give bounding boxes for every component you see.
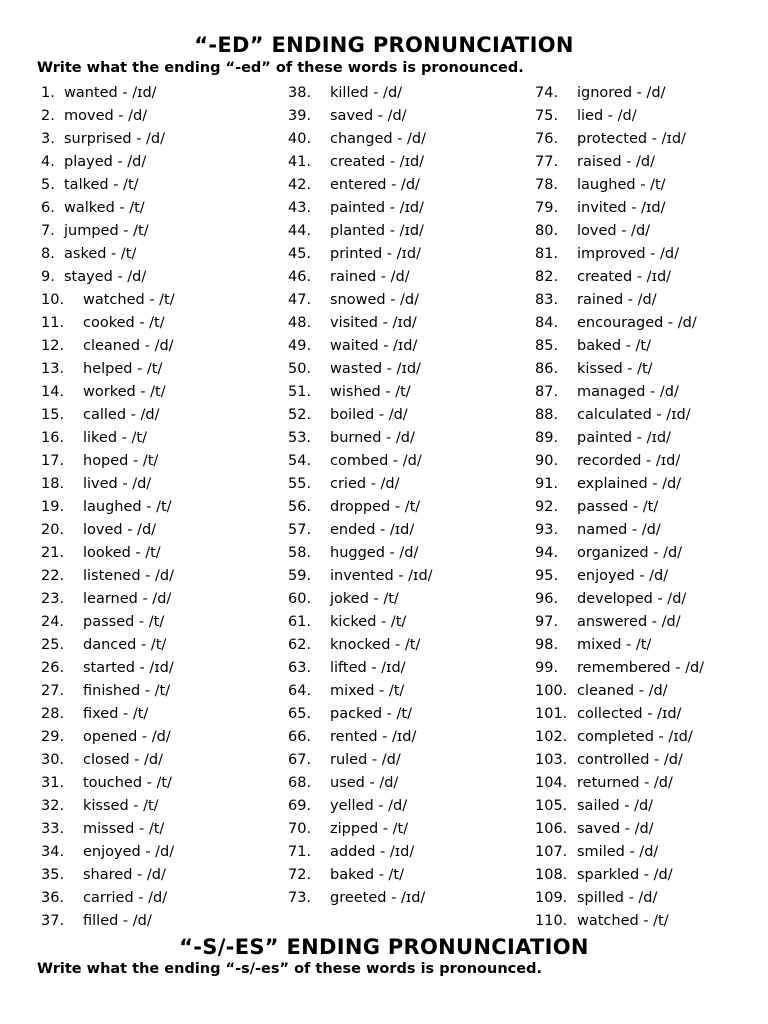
item-number: 75. [535, 108, 559, 124]
item-number: 76. [535, 131, 559, 147]
item-number: 45. [288, 246, 312, 262]
item-number: 56. [288, 499, 312, 515]
item-word-pronunciation: painted - /ɪd/ [577, 430, 671, 446]
item-word-pronunciation: visited - /ɪd/ [330, 315, 417, 331]
item-number: 32. [41, 798, 65, 814]
item-word-pronunciation: killed - /d/ [330, 85, 403, 101]
item-number: 78. [535, 177, 559, 193]
item-number: 63. [288, 660, 312, 676]
item-word-pronunciation: hoped - /t/ [83, 453, 159, 469]
item-word-pronunciation: started - /ɪd/ [83, 660, 174, 676]
item-number: 62. [288, 637, 312, 653]
item-word-pronunciation: baked - /t/ [577, 338, 652, 354]
item-word-pronunciation: wanted - /ɪd/ [64, 85, 157, 101]
item-word-pronunciation: laughed - /t/ [577, 177, 666, 193]
item-number: 68. [288, 775, 312, 791]
item-number: 51. [288, 384, 312, 400]
item-number: 41. [288, 154, 312, 170]
s-es-section-title: “-S/-ES” ENDING PRONUNCIATION [179, 935, 589, 959]
item-number: 69. [288, 798, 312, 814]
item-number: 87. [535, 384, 559, 400]
ed-section-title: “-ED” ENDING PRONUNCIATION [194, 33, 574, 57]
item-number: 82. [535, 269, 559, 285]
item-word-pronunciation: added - /ɪd/ [330, 844, 415, 860]
item-number: 44. [288, 223, 312, 239]
item-number: 17. [41, 453, 65, 469]
item-number: 4. [41, 154, 55, 170]
item-word-pronunciation: waited - /ɪd/ [330, 338, 418, 354]
item-number: 43. [288, 200, 312, 216]
item-number: 47. [288, 292, 312, 308]
item-word-pronunciation: watched - /t/ [577, 913, 669, 929]
item-number: 42. [288, 177, 312, 193]
item-word-pronunciation: encouraged - /d/ [577, 315, 697, 331]
item-number: 61. [288, 614, 312, 630]
item-number: 80. [535, 223, 559, 239]
item-word-pronunciation: invented - /ɪd/ [330, 568, 433, 584]
item-word-pronunciation: rained - /d/ [330, 269, 410, 285]
item-word-pronunciation: changed - /d/ [330, 131, 426, 147]
item-number: 67. [288, 752, 312, 768]
item-word-pronunciation: organized - /d/ [577, 545, 683, 561]
item-word-pronunciation: kicked - /t/ [330, 614, 407, 630]
item-number: 11. [41, 315, 65, 331]
item-word-pronunciation: laughed - /t/ [83, 499, 172, 515]
item-number: 24. [41, 614, 65, 630]
item-word-pronunciation: improved - /d/ [577, 246, 680, 262]
item-number: 106. [535, 821, 568, 837]
item-number: 99. [535, 660, 559, 676]
item-word-pronunciation: painted - /ɪd/ [330, 200, 424, 216]
item-word-pronunciation: watched - /t/ [83, 292, 175, 308]
item-word-pronunciation: enjoyed - /d/ [83, 844, 175, 860]
item-number: 72. [288, 867, 312, 883]
item-number: 71. [288, 844, 312, 860]
item-number: 2. [41, 108, 55, 124]
item-word-pronunciation: rained - /d/ [577, 292, 657, 308]
item-word-pronunciation: managed - /d/ [577, 384, 679, 400]
item-word-pronunciation: mixed - /t/ [577, 637, 652, 653]
item-word-pronunciation: lived - /d/ [83, 476, 152, 492]
item-number: 83. [535, 292, 559, 308]
item-number: 90. [535, 453, 559, 469]
item-word-pronunciation: yelled - /d/ [330, 798, 408, 814]
item-number: 95. [535, 568, 559, 584]
item-number: 91. [535, 476, 559, 492]
item-word-pronunciation: explained - /d/ [577, 476, 682, 492]
item-word-pronunciation: baked - /t/ [330, 867, 405, 883]
item-word-pronunciation: opened - /d/ [83, 729, 171, 745]
item-word-pronunciation: loved - /d/ [577, 223, 651, 239]
item-word-pronunciation: saved - /d/ [577, 821, 654, 837]
item-word-pronunciation: cried - /d/ [330, 476, 400, 492]
item-number: 19. [41, 499, 65, 515]
item-word-pronunciation: sparkled - /d/ [577, 867, 673, 883]
item-word-pronunciation: invited - /ɪd/ [577, 200, 666, 216]
item-word-pronunciation: joked - /t/ [330, 591, 399, 607]
item-number: 66. [288, 729, 312, 745]
item-number: 1. [41, 85, 55, 101]
s-es-section-instruction: Write what the ending “-s/-es” of these words is pronounced. [37, 961, 542, 977]
item-word-pronunciation: moved - /d/ [64, 108, 148, 124]
item-word-pronunciation: touched - /t/ [83, 775, 172, 791]
item-word-pronunciation: entered - /d/ [330, 177, 420, 193]
item-number: 36. [41, 890, 65, 906]
item-word-pronunciation: walked - /t/ [64, 200, 145, 216]
item-number: 34. [41, 844, 65, 860]
item-word-pronunciation: ignored - /d/ [577, 85, 666, 101]
item-number: 37. [41, 913, 65, 929]
item-number: 96. [535, 591, 559, 607]
item-word-pronunciation: burned - /d/ [330, 430, 415, 446]
item-number: 40. [288, 131, 312, 147]
item-word-pronunciation: mixed - /t/ [330, 683, 405, 699]
item-word-pronunciation: packed - /t/ [330, 706, 412, 722]
item-word-pronunciation: ended - /ɪd/ [330, 522, 415, 538]
item-number: 54. [288, 453, 312, 469]
item-number: 35. [41, 867, 65, 883]
ed-section-instruction: Write what the ending “-ed” of these words is pronounced. [37, 60, 524, 76]
item-word-pronunciation: helped - /t/ [83, 361, 163, 377]
item-number: 3. [41, 131, 55, 147]
item-word-pronunciation: lifted - /ɪd/ [330, 660, 406, 676]
item-number: 97. [535, 614, 559, 630]
item-word-pronunciation: wished - /t/ [330, 384, 411, 400]
item-word-pronunciation: kissed - /t/ [577, 361, 653, 377]
item-number: 50. [288, 361, 312, 377]
item-word-pronunciation: called - /d/ [83, 407, 160, 423]
item-number: 70. [288, 821, 312, 837]
item-number: 88. [535, 407, 559, 423]
item-number: 49. [288, 338, 312, 354]
item-word-pronunciation: talked - /t/ [64, 177, 139, 193]
item-word-pronunciation: answered - /d/ [577, 614, 681, 630]
item-word-pronunciation: wasted - /ɪd/ [330, 361, 421, 377]
item-word-pronunciation: saved - /d/ [330, 108, 407, 124]
item-word-pronunciation: controlled - /d/ [577, 752, 683, 768]
item-number: 81. [535, 246, 559, 262]
item-word-pronunciation: zipped - /t/ [330, 821, 409, 837]
item-word-pronunciation: created - /ɪd/ [577, 269, 672, 285]
item-number: 21. [41, 545, 65, 561]
item-word-pronunciation: dropped - /t/ [330, 499, 421, 515]
item-word-pronunciation: shared - /d/ [83, 867, 166, 883]
item-number: 18. [41, 476, 65, 492]
item-word-pronunciation: cooked - /t/ [83, 315, 165, 331]
item-word-pronunciation: hugged - /d/ [330, 545, 419, 561]
item-number: 55. [288, 476, 312, 492]
item-number: 94. [535, 545, 559, 561]
item-number: 33. [41, 821, 65, 837]
item-number: 110. [535, 913, 568, 929]
item-word-pronunciation: fixed - /t/ [83, 706, 149, 722]
item-number: 93. [535, 522, 559, 538]
item-word-pronunciation: recorded - /ɪd/ [577, 453, 681, 469]
item-number: 53. [288, 430, 312, 446]
item-number: 85. [535, 338, 559, 354]
item-word-pronunciation: collected - /ɪd/ [577, 706, 682, 722]
item-word-pronunciation: used - /d/ [330, 775, 399, 791]
item-number: 38. [288, 85, 312, 101]
item-word-pronunciation: snowed - /d/ [330, 292, 420, 308]
item-number: 108. [535, 867, 568, 883]
item-number: 100. [535, 683, 568, 699]
item-number: 101. [535, 706, 568, 722]
item-number: 31. [41, 775, 65, 791]
item-word-pronunciation: named - /d/ [577, 522, 661, 538]
item-number: 48. [288, 315, 312, 331]
item-number: 39. [288, 108, 312, 124]
item-word-pronunciation: jumped - /t/ [64, 223, 149, 239]
item-number: 30. [41, 752, 65, 768]
item-number: 7. [41, 223, 55, 239]
item-word-pronunciation: calculated - /ɪd/ [577, 407, 691, 423]
item-number: 20. [41, 522, 65, 538]
item-number: 64. [288, 683, 312, 699]
item-number: 28. [41, 706, 65, 722]
item-word-pronunciation: listened - /d/ [83, 568, 174, 584]
item-word-pronunciation: passed - /t/ [577, 499, 659, 515]
item-word-pronunciation: passed - /t/ [83, 614, 165, 630]
item-number: 86. [535, 361, 559, 377]
item-word-pronunciation: looked - /t/ [83, 545, 161, 561]
item-word-pronunciation: created - /ɪd/ [330, 154, 425, 170]
item-number: 77. [535, 154, 559, 170]
item-number: 105. [535, 798, 568, 814]
item-word-pronunciation: rented - /ɪd/ [330, 729, 417, 745]
item-word-pronunciation: smiled - /d/ [577, 844, 659, 860]
item-word-pronunciation: lied - /d/ [577, 108, 637, 124]
item-word-pronunciation: planted - /ɪd/ [330, 223, 424, 239]
item-number: 107. [535, 844, 568, 860]
item-word-pronunciation: missed - /t/ [83, 821, 165, 837]
item-word-pronunciation: filled - /d/ [83, 913, 152, 929]
item-number: 27. [41, 683, 65, 699]
item-word-pronunciation: spilled - /d/ [577, 890, 658, 906]
item-word-pronunciation: finished - /t/ [83, 683, 171, 699]
item-number: 15. [41, 407, 65, 423]
item-number: 26. [41, 660, 65, 676]
item-number: 103. [535, 752, 568, 768]
item-number: 46. [288, 269, 312, 285]
item-number: 73. [288, 890, 312, 906]
item-number: 92. [535, 499, 559, 515]
item-number: 59. [288, 568, 312, 584]
item-number: 25. [41, 637, 65, 653]
item-word-pronunciation: completed - /ɪd/ [577, 729, 693, 745]
item-number: 9. [41, 269, 55, 285]
item-word-pronunciation: greeted - /ɪd/ [330, 890, 426, 906]
item-number: 57. [288, 522, 312, 538]
item-word-pronunciation: kissed - /t/ [83, 798, 159, 814]
item-number: 16. [41, 430, 65, 446]
item-number: 10. [41, 292, 65, 308]
item-number: 52. [288, 407, 312, 423]
item-word-pronunciation: learned - /d/ [83, 591, 172, 607]
item-word-pronunciation: ruled - /d/ [330, 752, 401, 768]
item-word-pronunciation: stayed - /d/ [64, 269, 147, 285]
item-word-pronunciation: knocked - /t/ [330, 637, 421, 653]
item-number: 22. [41, 568, 65, 584]
item-word-pronunciation: loved - /d/ [83, 522, 157, 538]
item-word-pronunciation: cleaned - /d/ [83, 338, 174, 354]
item-word-pronunciation: raised - /d/ [577, 154, 655, 170]
item-word-pronunciation: sailed - /d/ [577, 798, 654, 814]
item-number: 12. [41, 338, 65, 354]
item-word-pronunciation: printed - /ɪd/ [330, 246, 422, 262]
item-word-pronunciation: returned - /d/ [577, 775, 673, 791]
item-number: 109. [535, 890, 568, 906]
item-number: 58. [288, 545, 312, 561]
item-number: 102. [535, 729, 568, 745]
item-word-pronunciation: cleaned - /d/ [577, 683, 668, 699]
item-word-pronunciation: played - /d/ [64, 154, 147, 170]
item-number: 104. [535, 775, 568, 791]
item-word-pronunciation: asked - /t/ [64, 246, 137, 262]
item-number: 23. [41, 591, 65, 607]
item-word-pronunciation: carried - /d/ [83, 890, 168, 906]
item-number: 84. [535, 315, 559, 331]
item-number: 65. [288, 706, 312, 722]
item-word-pronunciation: liked - /t/ [83, 430, 147, 446]
item-word-pronunciation: enjoyed - /d/ [577, 568, 669, 584]
item-word-pronunciation: remembered - /d/ [577, 660, 705, 676]
item-number: 98. [535, 637, 559, 653]
item-number: 13. [41, 361, 65, 377]
item-number: 79. [535, 200, 559, 216]
item-number: 6. [41, 200, 55, 216]
item-number: 14. [41, 384, 65, 400]
item-number: 5. [41, 177, 55, 193]
item-number: 8. [41, 246, 55, 262]
item-word-pronunciation: worked - /t/ [83, 384, 166, 400]
item-number: 74. [535, 85, 559, 101]
item-number: 89. [535, 430, 559, 446]
item-number: 29. [41, 729, 65, 745]
item-word-pronunciation: surprised - /d/ [64, 131, 166, 147]
item-number: 60. [288, 591, 312, 607]
item-word-pronunciation: danced - /t/ [83, 637, 167, 653]
item-word-pronunciation: boiled - /d/ [330, 407, 408, 423]
item-word-pronunciation: closed - /d/ [83, 752, 163, 768]
item-word-pronunciation: combed - /d/ [330, 453, 422, 469]
item-word-pronunciation: developed - /d/ [577, 591, 687, 607]
item-word-pronunciation: protected - /ɪd/ [577, 131, 686, 147]
